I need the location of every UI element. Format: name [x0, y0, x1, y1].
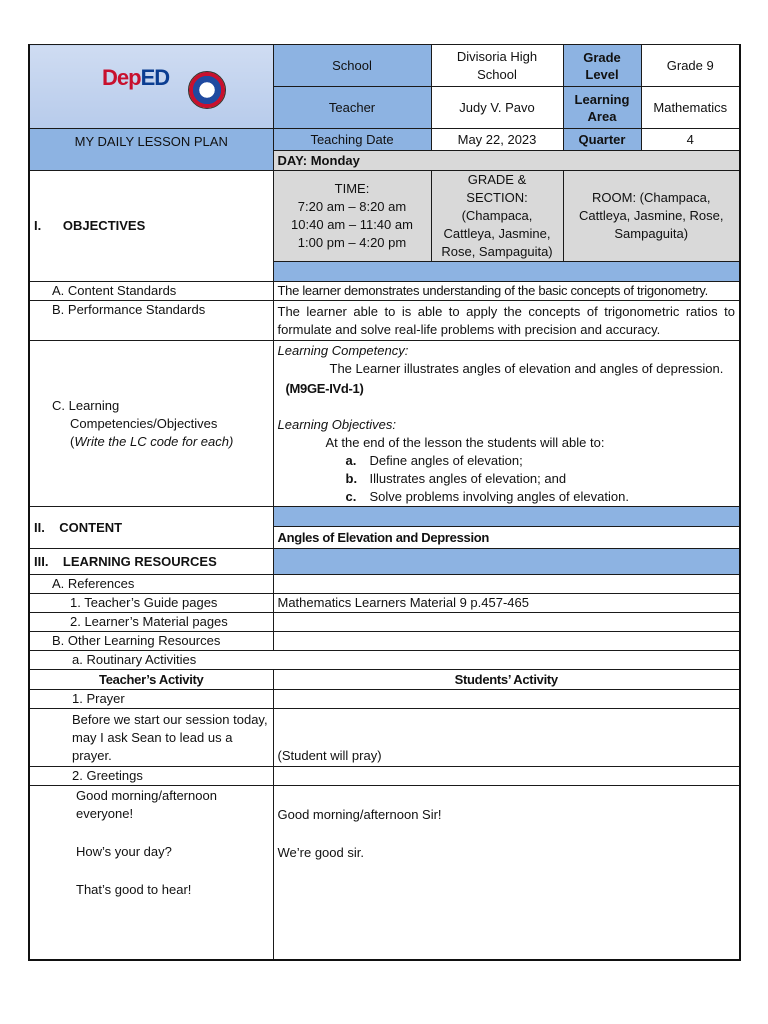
competencies-label-line2: Competencies/Objectives: [70, 415, 218, 431]
competency-heading: Learning Competency:: [277, 343, 409, 358]
greet-teacher-line2: everyone!: [76, 806, 134, 821]
quarter-value: 4: [641, 129, 740, 151]
resources-number: III.: [34, 553, 49, 569]
objectives-heading: [29, 171, 273, 282]
greet-student-line1: Good morning/afternoon Sir!: [277, 807, 442, 822]
objective-list: [278, 452, 736, 506]
objective-marker: b.: [345, 471, 358, 486]
content-title: CONTENT: [59, 519, 123, 535]
deped-seal-icon: [188, 71, 226, 109]
prayer-label: 1. Prayer: [29, 690, 273, 709]
objectives-title: OBJECTIVES: [62, 218, 146, 233]
content-value: Angles of Elevation and Depression: [273, 527, 740, 549]
performance-standards-label: B. Performance Standards: [29, 301, 273, 341]
grade-level-label: Grade Level: [563, 45, 641, 87]
prayer-teacher-line2: may I ask Sean to lead us a: [72, 729, 233, 745]
greetings-student: [273, 786, 740, 960]
objectives-number: I.: [34, 218, 42, 233]
greet-teacher-question: How’s your day?: [76, 844, 172, 859]
teacher-label: Teacher: [273, 87, 431, 129]
competencies-label-line3: [52, 433, 269, 451]
greet-teacher-line1: Good morning/afternoon: [76, 788, 217, 803]
content-blue-band: [273, 507, 740, 527]
teaching-date-value: May 22, 2023: [431, 129, 563, 151]
deped-logo: [102, 67, 222, 107]
learning-area-value: Mathematics: [641, 87, 740, 129]
lc-instruction: Write the LC code for each): [74, 433, 234, 449]
prayer-teacher: [29, 709, 273, 767]
grade-section-value: (Champaca, Cattleya, Jasmine, Rose, Sampaguita): [441, 208, 553, 259]
objective-item: [346, 452, 736, 470]
references-value: [273, 575, 740, 594]
greetings-teacher: [29, 786, 273, 960]
objectives-subheading: Learning Objectives:: [277, 417, 397, 432]
deped-wordmark: DepED: [102, 65, 170, 90]
other-resources-label: B. Other Learning Resources: [29, 632, 273, 651]
lesson-plan-table: [28, 44, 741, 961]
school-label: School: [273, 45, 431, 87]
lm-pages-label: 2. Learner’s Material pages: [29, 613, 273, 632]
day-label: DAY: Monday: [273, 151, 740, 171]
competencies-value: [273, 341, 740, 507]
prayer-student: (Student will pray): [273, 709, 740, 767]
resources-blue-band: [273, 549, 740, 575]
objective-text: Solve problems involving angles of elevation.: [369, 489, 629, 504]
other-resources-value: [273, 632, 740, 651]
objective-text: Define angles of elevation;: [369, 453, 523, 468]
content-number: II.: [34, 519, 45, 535]
teacher-activity-heading: Teacher’s Activity: [29, 670, 273, 690]
tg-pages-label: 1. Teacher’s Guide pages: [29, 594, 273, 613]
objectives-intro: At the end of the lesson the students will able to:: [325, 435, 605, 450]
lc-paren: (: [70, 433, 75, 449]
grade-level-value: Grade 9: [641, 45, 740, 87]
objective-marker: a.: [345, 453, 357, 468]
performance-standards-value: The learner able to is able to apply the concepts of trigonometric ratios to formulate and solve real-life problems with precision and accuracy.: [273, 301, 740, 341]
objective-marker: c.: [345, 489, 357, 504]
content-heading: [29, 507, 273, 549]
objective-item: [346, 488, 736, 506]
prayer-teacher-line3: prayer.: [72, 747, 112, 763]
prayer-teacher-line1: Before we start our session today,: [72, 711, 268, 727]
content-standards-label: A. Content Standards: [29, 282, 273, 301]
competencies-label-line1: C. Learning: [52, 397, 120, 413]
competencies-label: [29, 341, 273, 507]
content-standards-value: The learner demonstrates understanding of the basic concepts of trigonometry.: [273, 282, 740, 301]
lm-pages-value: [273, 613, 740, 632]
learning-area-label: Learning Area: [563, 87, 641, 129]
resources-heading: [29, 549, 273, 575]
deped-logo-area: [29, 45, 273, 129]
lesson-plan-document: [28, 44, 740, 961]
routinary-label: a. Routinary Activities: [29, 651, 740, 670]
competency-text: The Learner illustrates angles of elevation and angles of depression.: [329, 361, 724, 376]
quarter-label: Quarter: [563, 129, 641, 151]
time-slot-2: 10:40 am – 11:40 am: [291, 217, 413, 232]
teaching-date-label: Teaching Date: [273, 129, 431, 151]
tg-pages-value: Mathematics Learners Material 9 p.457-465: [273, 594, 740, 613]
objectives-blue-band: [273, 262, 740, 282]
time-label: TIME:: [334, 181, 370, 196]
greet-student-line2: We’re good sir.: [277, 845, 364, 860]
objective-item: [346, 470, 736, 488]
grade-section-cell: [431, 171, 563, 262]
plan-title: MY DAILY LESSON PLAN: [29, 129, 273, 171]
time-slot-1: 7:20 am – 8:20 am: [297, 199, 407, 214]
students-activity-heading: Students’ Activity: [273, 670, 740, 690]
grade-section-label: GRADE & SECTION:: [466, 172, 528, 205]
room-cell: ROOM: (Champaca, Cattleya, Jasmine, Rose, Sampaguita): [563, 171, 740, 262]
teacher-value: Judy V. Pavo: [431, 87, 563, 129]
objective-text: Illustrates angles of elevation; and: [369, 471, 567, 486]
time-cell: [273, 171, 431, 262]
prayer-student-blank: [273, 690, 740, 709]
competency-code: (M9GE-IVd-1): [285, 381, 364, 396]
references-label: A. References: [29, 575, 273, 594]
greetings-label: 2. Greetings: [29, 767, 273, 786]
greetings-student-blank: [273, 767, 740, 786]
resources-title: LEARNING RESOURCES: [62, 553, 217, 569]
greet-teacher-response: That’s good to hear!: [76, 882, 192, 897]
school-value: Divisoria High School: [431, 45, 563, 87]
time-slot-3: 1:00 pm – 4:20 pm: [297, 235, 407, 250]
